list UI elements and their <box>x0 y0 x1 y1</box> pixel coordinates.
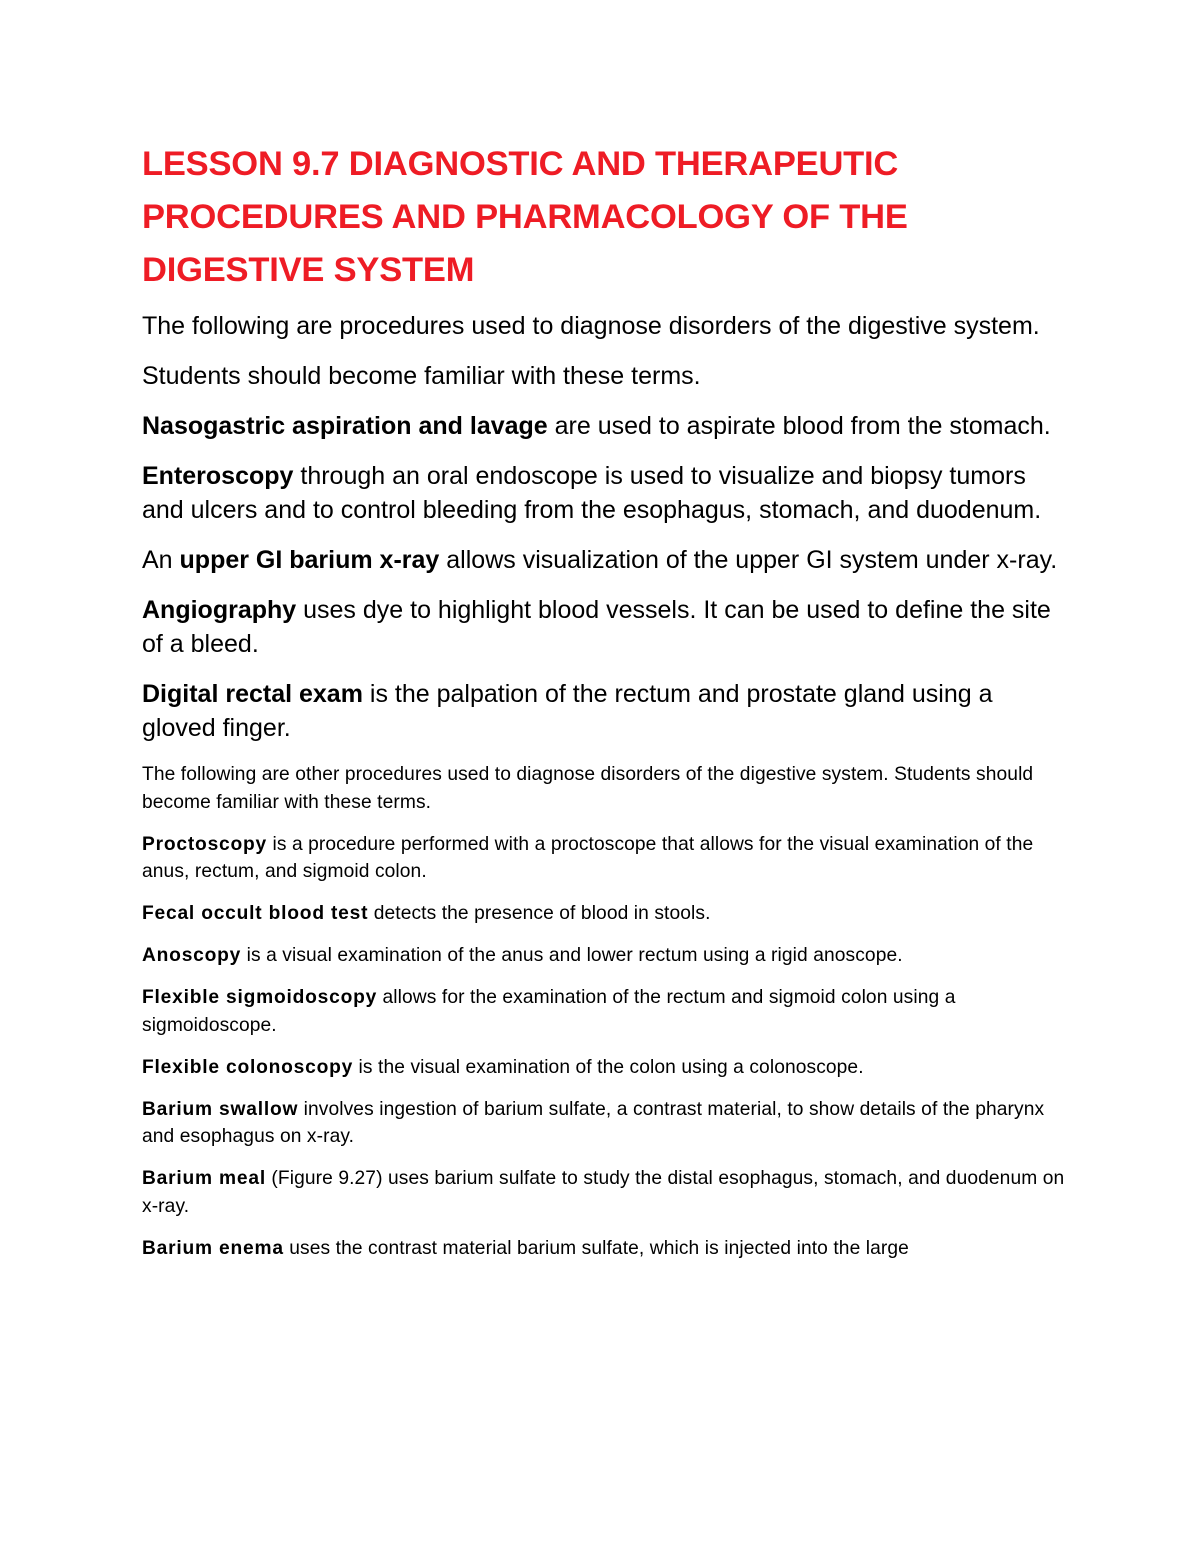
procedure-paragraph <box>142 593 1072 661</box>
other-procedure-description: detects the presence of blood in stools. <box>368 903 711 924</box>
document-body <box>142 138 1072 1262</box>
other-procedure-description: is the visual examination of the colon using a colonoscope. <box>353 1056 864 1078</box>
intro-paragraph: The following are procedures used to diagnose disorders of the digestive system. <box>142 312 1040 340</box>
procedure-term: Nasogastric aspiration and lavage <box>142 412 548 440</box>
other-procedures-section <box>142 761 1072 1262</box>
primary-procedures-section <box>142 309 1072 745</box>
other-procedure-term: Proctoscopy <box>142 833 268 855</box>
other-procedure-term: Barium swallow <box>142 1098 299 1120</box>
procedure-paragraph <box>142 409 1072 443</box>
procedure-description: uses dye to highlight blood vessels. It can be used to define the site of a bleed. <box>142 596 1051 658</box>
other-procedure-paragraph <box>142 1096 1072 1151</box>
other-procedure-paragraph <box>142 1165 1072 1220</box>
lesson-title: LESSON 9.7 DIAGNOSTIC AND THERAPEUTIC PROCEDURES AND PHARMACOLOGY OF THE DIGESTIVE SYSTEM <box>142 145 908 289</box>
other-procedure-paragraph <box>142 831 1072 886</box>
procedure-term: Enteroscopy <box>142 462 294 490</box>
procedure-description: allows visualization of the upper GI system under x-ray. <box>439 546 1058 574</box>
other-procedure-description: is a procedure performed with a proctoscope that allows for the visual examination of the anus, rectum, and sigmoid colon. <box>142 833 1034 882</box>
other-procedure-term: Barium meal <box>142 1168 266 1189</box>
procedure-description: are used to aspirate blood from the stomach. <box>547 412 1051 440</box>
other-procedure-paragraph <box>142 900 1072 928</box>
other-intro-paragraph: The following are other procedures used to diagnose disorders of the digestive system. Students should become familiar with these terms. <box>142 764 1034 813</box>
other-procedure-term: Flexible sigmoidoscopy <box>142 987 378 1008</box>
other-procedure-paragraph <box>142 1054 1072 1082</box>
other-procedure-paragraph <box>142 1235 1072 1263</box>
other-procedure-term: Flexible colonoscopy <box>142 1056 354 1078</box>
intro-note: Students should become familiar with these terms. <box>142 362 701 390</box>
procedure-paragraph <box>142 677 1072 745</box>
other-procedure-description: is a visual examination of the anus and lower rectum using a rigid anoscope. <box>241 945 903 966</box>
other-procedure-description: (Figure 9.27) uses barium sulfate to study the distal esophagus, stomach, and duodenum on x-ray. <box>142 1168 1065 1217</box>
other-procedure-term: Fecal occult blood test <box>142 903 369 924</box>
procedure-term: Angiography <box>142 596 297 624</box>
procedure-lead: An <box>142 546 180 574</box>
other-procedure-paragraph <box>142 984 1072 1039</box>
procedure-term: Digital rectal exam <box>142 680 363 708</box>
procedure-description: through an oral endoscope is used to visualize and biopsy tumors and ulcers and to control bleeding from the esophagus, stomach, and duodenum. <box>142 462 1042 524</box>
other-procedure-description: allows for the examination of the rectum and sigmoid colon using a sigmoidoscope. <box>142 987 956 1036</box>
procedure-paragraph <box>142 459 1072 527</box>
other-procedure-description: uses the contrast material barium sulfate, which is injected into the large <box>283 1237 909 1259</box>
procedure-description: is the palpation of the rectum and prostate gland using a gloved finger. <box>142 680 993 742</box>
other-procedure-term: Barium enema <box>142 1237 284 1259</box>
other-procedure-paragraph <box>142 942 1072 970</box>
other-procedure-term: Anoscopy <box>142 945 242 966</box>
procedure-term: upper GI barium x-ray <box>179 546 440 574</box>
procedure-paragraph <box>142 543 1072 577</box>
other-procedure-description: involves ingestion of barium sulfate, a contrast material, to show details of the pharynx and esophagus on x-ray. <box>142 1098 1045 1147</box>
